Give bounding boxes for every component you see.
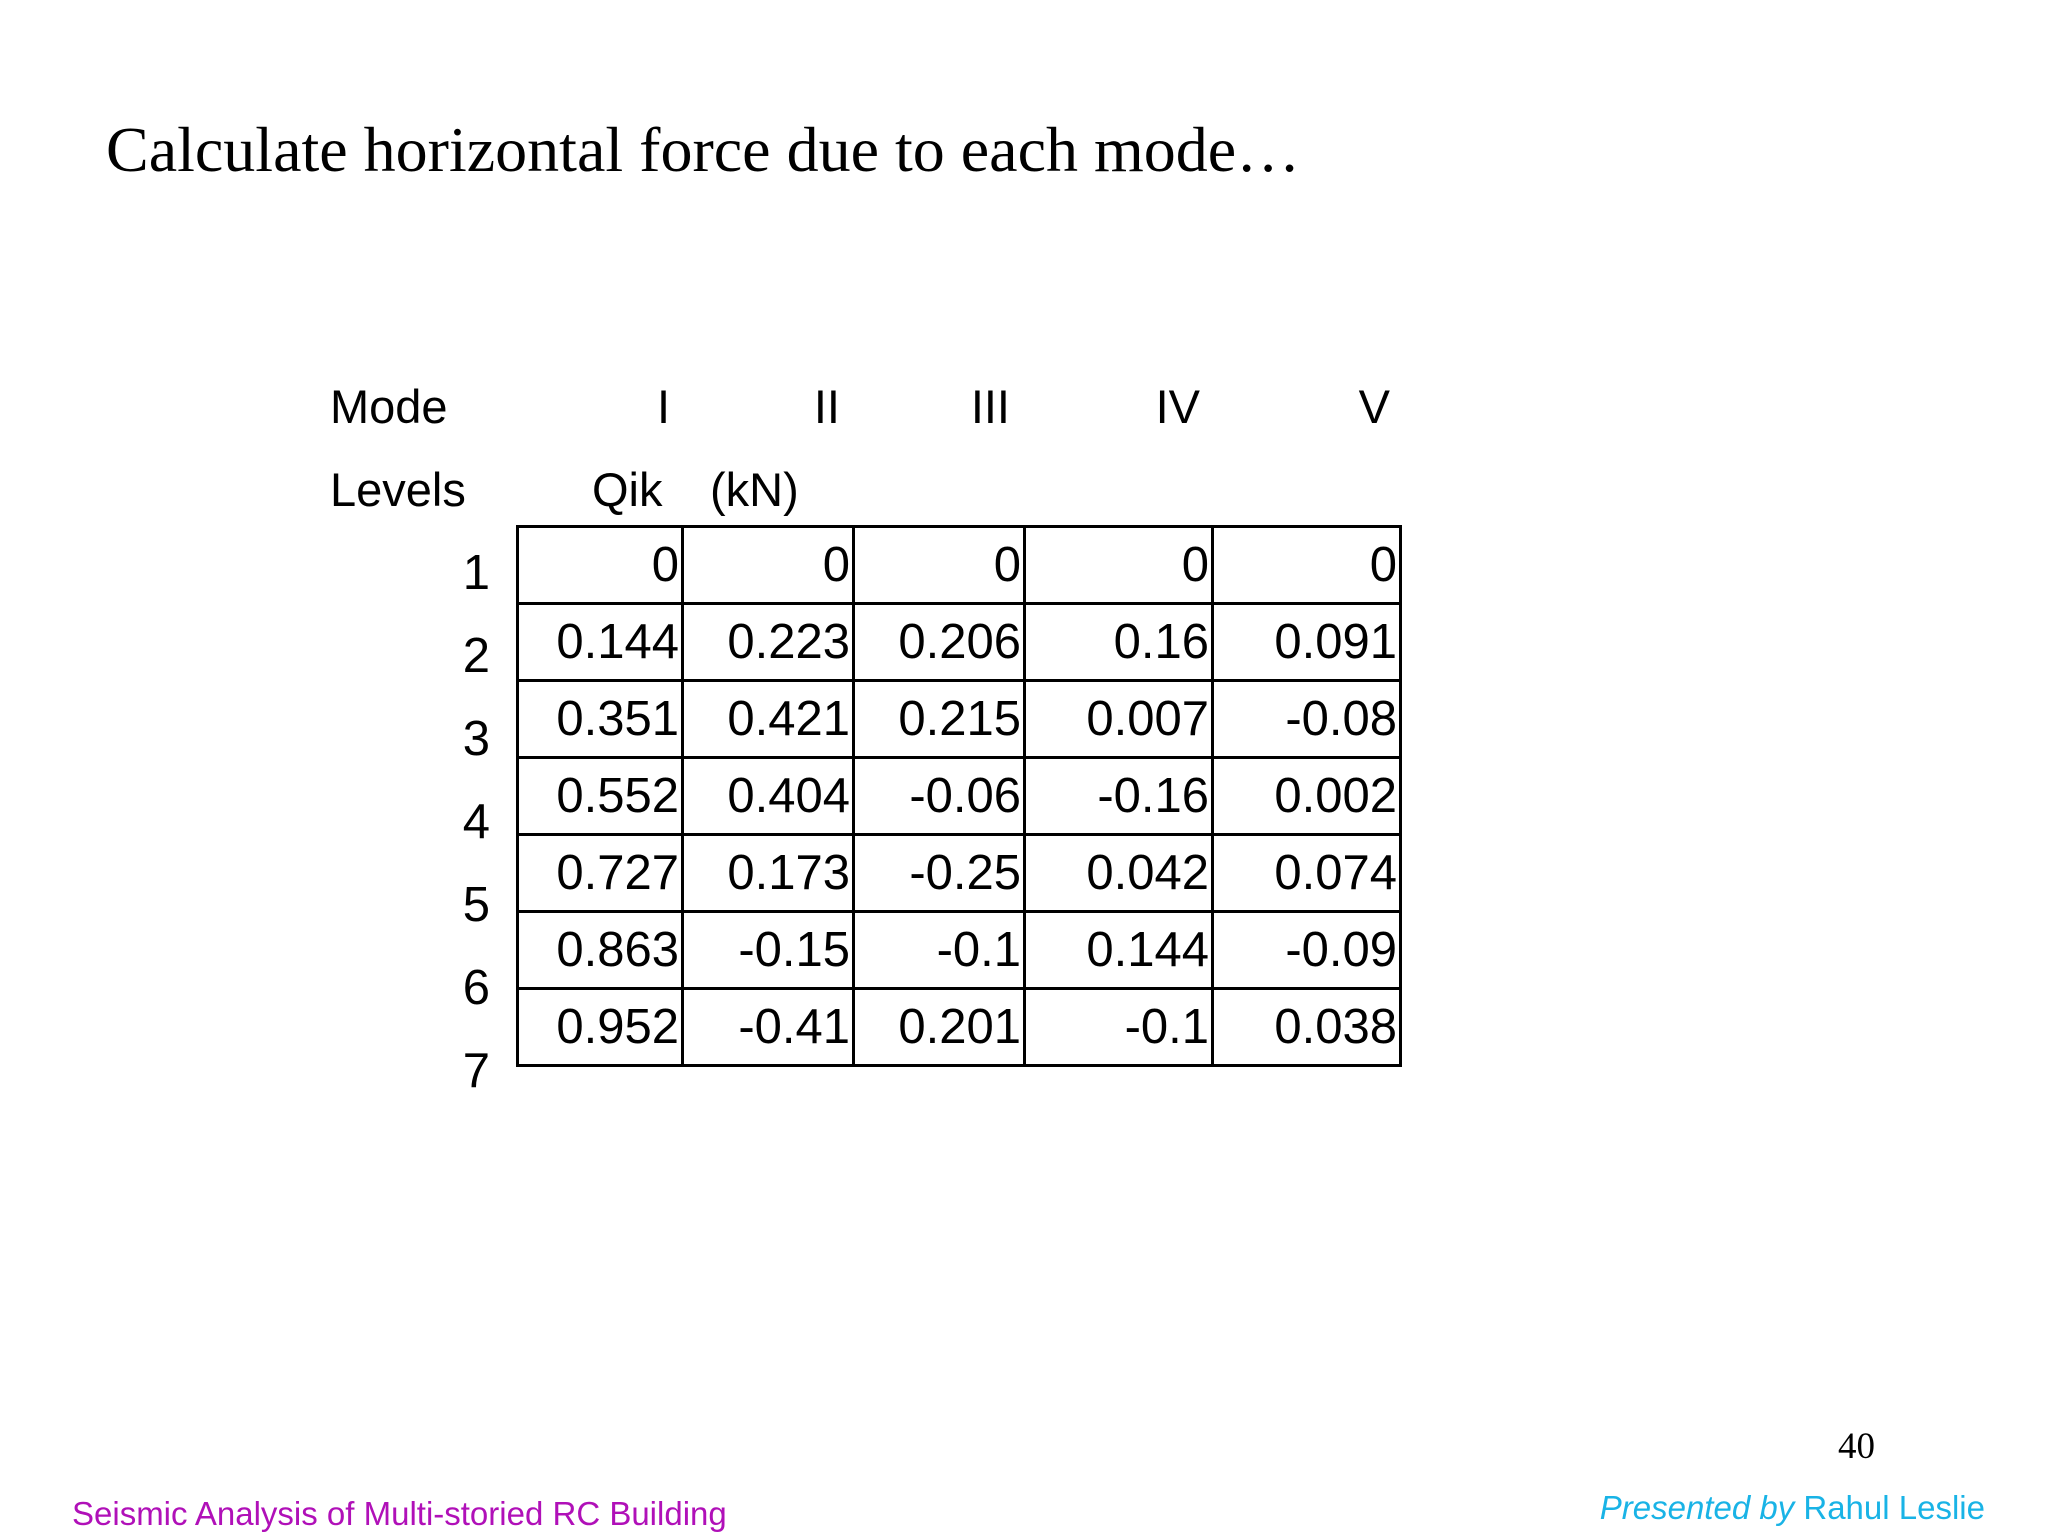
table-cell: 0.552 [518, 758, 683, 835]
table-row [518, 758, 1401, 835]
mode-i-header: I [656, 380, 670, 433]
level-label: 5 [462, 878, 490, 932]
table-cell: 0.091 [1213, 604, 1401, 681]
table-cell: 0 [1213, 527, 1401, 604]
table-cell: 0.727 [518, 835, 683, 912]
table-cell: -0.1 [1025, 989, 1213, 1066]
level-label: 4 [462, 795, 490, 849]
slide-title: Calculate horizontal force due to each mode… [106, 114, 1301, 185]
table-cell: 0.173 [683, 835, 854, 912]
qik-label: Qik [592, 463, 663, 516]
mode-v-header: V [1358, 380, 1390, 433]
table-cell: 0.042 [1025, 835, 1213, 912]
table-cell: -0.1 [854, 912, 1025, 989]
table-cell: 0.421 [683, 681, 854, 758]
level-label: 6 [462, 961, 490, 1015]
mode-iv-header: IV [1155, 380, 1200, 433]
table-cell: 0.223 [683, 604, 854, 681]
table-cell: -0.41 [683, 989, 854, 1066]
presented-by-label: Presented by [1599, 1489, 1795, 1526]
table-row [518, 989, 1401, 1066]
table-cell: 0 [854, 527, 1025, 604]
footer-course-title: Seismic Analysis of Multi-storied RC Building [72, 1495, 727, 1532]
table-cell: 0.215 [854, 681, 1025, 758]
table-cell: 0.074 [1213, 835, 1401, 912]
table-cell: 0.16 [1025, 604, 1213, 681]
table-cell: 0.863 [518, 912, 683, 989]
table-cell: -0.06 [854, 758, 1025, 835]
mode-ii-header: II [813, 380, 840, 433]
table-cell: -0.08 [1213, 681, 1401, 758]
table-row [518, 604, 1401, 681]
table-cell: 0.038 [1213, 989, 1401, 1066]
mode-label: Mode [330, 380, 448, 433]
table-cell: 0.351 [518, 681, 683, 758]
table-row [518, 681, 1401, 758]
page-number: 40 [1838, 1426, 1875, 1467]
table-cell: 0.952 [518, 989, 683, 1066]
table-cell: -0.09 [1213, 912, 1401, 989]
table-row [518, 527, 1401, 604]
table-cell: 0.206 [854, 604, 1025, 681]
modal-force-table [516, 525, 1402, 1067]
footer-presenter [1600, 1491, 1985, 1524]
table-cell: 0 [1025, 527, 1213, 604]
mode-iii-header: III [970, 380, 1010, 433]
table-cell: 0.144 [518, 604, 683, 681]
table-cell: 0.201 [854, 989, 1025, 1066]
table-cell: 0.002 [1213, 758, 1401, 835]
table-cell: -0.25 [854, 835, 1025, 912]
level-label: 2 [462, 629, 490, 683]
table-cell: -0.15 [683, 912, 854, 989]
table-cell: 0.144 [1025, 912, 1213, 989]
level-label: 7 [462, 1044, 490, 1098]
level-label: 3 [462, 712, 490, 766]
table-row [518, 835, 1401, 912]
table-cell: 0.007 [1025, 681, 1213, 758]
table-cell: 0 [518, 527, 683, 604]
unit-label: (kN) [710, 463, 799, 516]
levels-label: Levels [330, 463, 466, 516]
table-row [518, 912, 1401, 989]
level-label: 1 [462, 546, 490, 600]
table-cell: -0.16 [1025, 758, 1213, 835]
author-name: Rahul Leslie [1803, 1489, 1985, 1526]
table-cell: 0 [683, 527, 854, 604]
table-cell: 0.404 [683, 758, 854, 835]
